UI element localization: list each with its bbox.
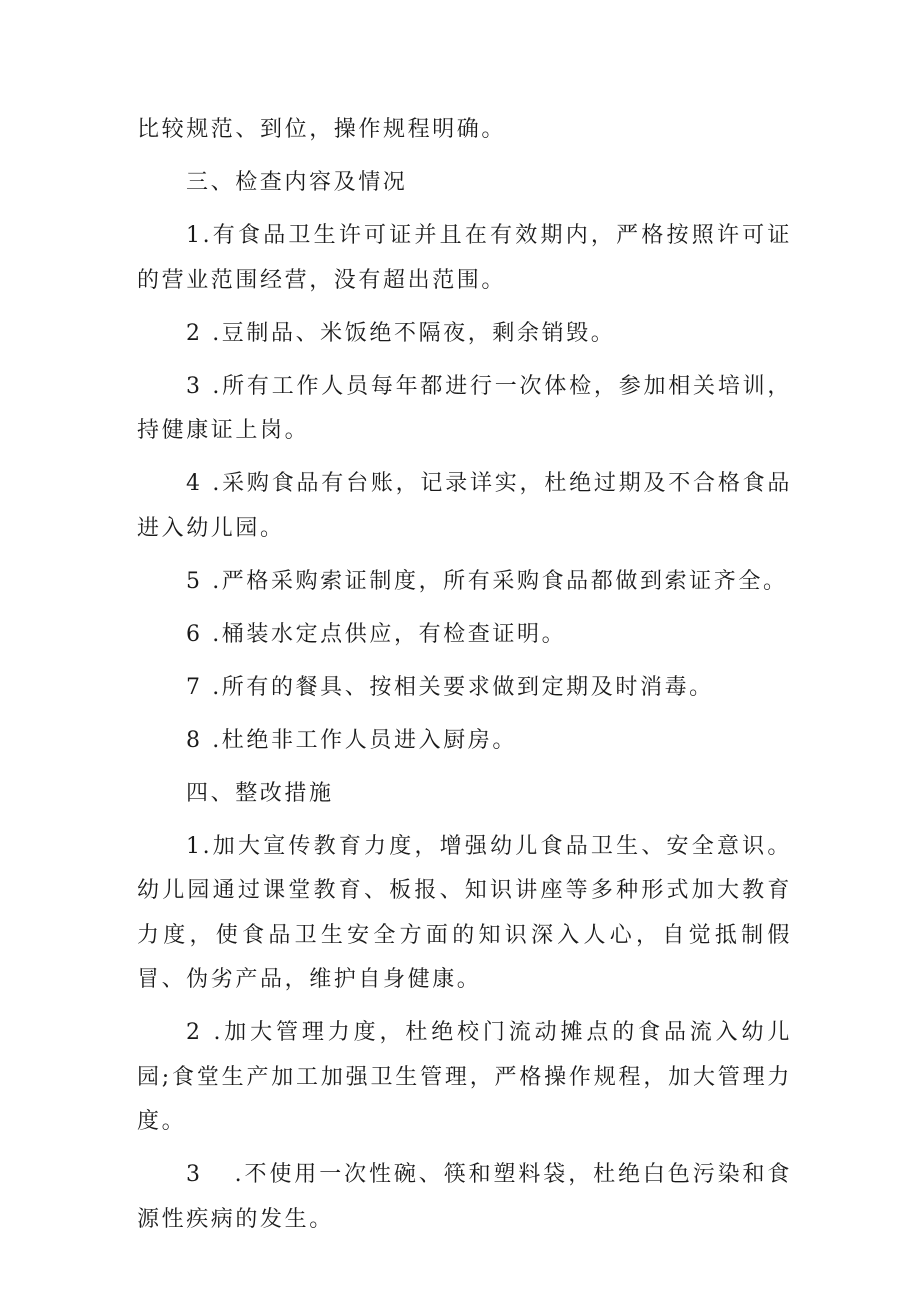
inspection-item-1: 1.有食品卫生许可证并且在有效期内，严格按照许可证的营业范围经营，没有超出范围。 (137, 223, 792, 293)
inspection-item-8: 8 .杜绝非工作人员进入厨房。 (186, 727, 517, 753)
rectification-item-2: 2 .加大管理力度，杜绝校门流动摊点的食品流入幼儿园;食堂生产加工加强卫生管理，严格操作规程，加大管理力度。 (137, 1020, 792, 1134)
rectification-item-3 (137, 1153, 792, 1242)
item-text: .不使用一次性碗、筷和塑料袋，杜绝白色污染和食源性疾病的发生。 (137, 1162, 792, 1232)
document-body (137, 108, 792, 1251)
inspection-item-3: 3 .所有工作人员每年都进行一次体检，参加相关培训，持健康证上岗。 (137, 373, 792, 443)
rectification-item-1: 1.加大宣传教育力度，增强幼儿食品卫生、安全意识。幼儿园通过课堂教育、板报、知识讲座等多种形式加大教育力度，使食品卫生安全方面的知识深入人心，自觉抵制假冒、伪劣产品，维护自身健康。 (137, 833, 792, 992)
inspection-item-5: 5 .严格采购索证制度，所有采购食品都做到索证齐全。 (186, 568, 788, 594)
inspection-item-7: 7 .所有的餐具、按相关要求做到定期及时消毒。 (186, 674, 714, 700)
paragraph-continuation: 比较规范、到位，操作规程明确。 (137, 117, 507, 142)
inspection-item-6: 6 .桶装水定点供应，有检查证明。 (186, 621, 567, 647)
section-heading-inspection: 三、检查内容及情况 (186, 170, 408, 195)
inspection-item-2: 2 .豆制品、米饭绝不隔夜，剩余销毁。 (186, 320, 616, 346)
section-heading-rectification: 四、整改措施 (186, 780, 334, 806)
item-number: 3 (186, 1162, 203, 1187)
inspection-item-4: 4 .采购食品有台账，记录详实，杜绝过期及不合格食品进入幼儿园。 (137, 471, 792, 541)
